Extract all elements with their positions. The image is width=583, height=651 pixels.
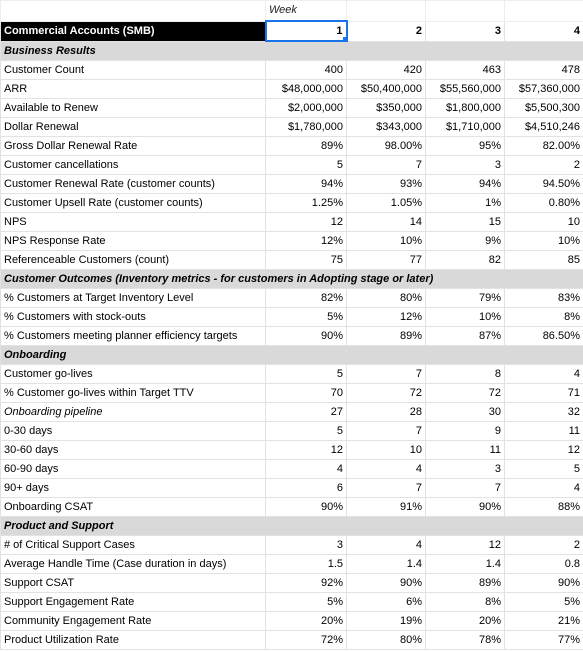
metric-row (1, 555, 583, 574)
metric-label-cell[interactable]: Product Utilization Rate (1, 631, 266, 650)
metric-value-cell-week-4[interactable]: 8% (505, 308, 583, 327)
metric-value-cell-week-3[interactable]: 90% (426, 498, 505, 517)
metric-value-cell-week-3[interactable]: 30 (426, 403, 505, 422)
metric-row (1, 308, 583, 327)
metric-label-cell[interactable]: # of Critical Support Cases (1, 536, 266, 555)
metric-label-cell[interactable]: % Customers with stock-outs (1, 308, 266, 327)
header-row (1, 21, 583, 41)
metric-value-cell-week-2[interactable]: 6% (347, 593, 426, 612)
metric-value-cell-week-2[interactable]: 7 (347, 479, 426, 498)
metric-row (1, 118, 583, 137)
metric-value-cell-week-1[interactable]: 27 (266, 403, 347, 422)
metric-value-cell-week-4[interactable]: 82.00% (505, 137, 583, 156)
cell-empty[interactable] (1, 1, 266, 22)
metric-value-cell-week-4[interactable]: 2 (505, 156, 583, 175)
metric-row (1, 232, 583, 251)
metric-label-cell[interactable]: Customer cancellations (1, 156, 266, 175)
metric-value-cell-week-1[interactable]: 12% (266, 232, 347, 251)
metric-value-cell-week-1[interactable]: 12 (266, 213, 347, 232)
metric-value-cell-week-3[interactable]: 10% (426, 308, 505, 327)
metric-label-cell[interactable]: Onboarding pipeline (1, 403, 266, 422)
metric-row (1, 593, 583, 612)
metric-value-cell-week-2[interactable]: 89% (347, 327, 426, 346)
metric-value-cell-week-1[interactable]: 1.5 (266, 555, 347, 574)
metric-value-cell-week-1[interactable]: 5 (266, 156, 347, 175)
metric-row (1, 365, 583, 384)
metric-value-cell-week-1[interactable]: 75 (266, 251, 347, 270)
metric-value-cell-week-4[interactable]: 83% (505, 289, 583, 308)
metric-value-cell-week-2[interactable]: 80% (347, 289, 426, 308)
metric-value-cell-week-4[interactable]: 77% (505, 631, 583, 650)
metric-row (1, 61, 583, 80)
metric-label-cell[interactable]: Support CSAT (1, 574, 266, 593)
metric-value-cell-week-2[interactable]: 93% (347, 175, 426, 194)
metric-value-cell-week-1[interactable]: 12 (266, 441, 347, 460)
metric-value-cell-week-3[interactable]: 8 (426, 365, 505, 384)
metric-value-cell-week-3[interactable]: 1.4 (426, 555, 505, 574)
metric-row (1, 289, 583, 308)
metric-value-cell-week-1[interactable]: 90% (266, 327, 347, 346)
metric-value-cell-week-4[interactable]: 85 (505, 251, 583, 270)
metric-value-cell-week-2[interactable]: 420 (347, 61, 426, 80)
metric-value-cell-week-3[interactable]: 82 (426, 251, 505, 270)
metric-value-cell-week-3[interactable]: 79% (426, 289, 505, 308)
metric-value-cell-week-2[interactable]: 19% (347, 612, 426, 631)
metric-value-cell-week-2[interactable]: $350,000 (347, 99, 426, 118)
metric-value-cell-week-4[interactable]: 2 (505, 536, 583, 555)
cell-empty[interactable] (505, 1, 583, 22)
metric-row (1, 612, 583, 631)
metric-value-cell-week-3[interactable]: 11 (426, 441, 505, 460)
metric-value-cell-week-1[interactable]: 90% (266, 498, 347, 517)
metric-label-cell[interactable]: Dollar Renewal (1, 118, 266, 137)
metric-value-cell-week-3[interactable]: 87% (426, 327, 505, 346)
metric-value-cell-week-4[interactable]: 0.8 (505, 555, 583, 574)
metric-label-cell[interactable]: Onboarding CSAT (1, 498, 266, 517)
metric-value-cell-week-4[interactable]: 86.50% (505, 327, 583, 346)
metric-value-cell-week-4[interactable]: 12 (505, 441, 583, 460)
metric-row (1, 175, 583, 194)
week-4-header-cell[interactable]: 4 (505, 21, 583, 41)
metric-value-cell-week-3[interactable]: $55,560,000 (426, 80, 505, 99)
metric-value-cell-week-2[interactable]: 14 (347, 213, 426, 232)
metric-label-cell[interactable]: 30-60 days (1, 441, 266, 460)
metric-value-cell-week-4[interactable]: $5,500,300 (505, 99, 583, 118)
metric-value-cell-week-4[interactable]: 10% (505, 232, 583, 251)
metric-label-cell[interactable]: % Customers meeting planner efficiency targets (1, 327, 266, 346)
metric-row (1, 479, 583, 498)
metric-value-cell-week-2[interactable]: 77 (347, 251, 426, 270)
metric-value-cell-week-2[interactable]: 1.05% (347, 194, 426, 213)
metric-value-cell-week-1[interactable]: 5% (266, 593, 347, 612)
metric-value-cell-week-1[interactable]: 92% (266, 574, 347, 593)
metric-value-cell-week-1[interactable]: $48,000,000 (266, 80, 347, 99)
metric-value-cell-week-4[interactable]: 5 (505, 460, 583, 479)
metric-value-cell-week-1[interactable]: 89% (266, 137, 347, 156)
section-header-row (1, 517, 583, 536)
metric-value-cell-week-4[interactable]: 10 (505, 213, 583, 232)
metric-label-cell[interactable]: Support Engagement Rate (1, 593, 266, 612)
section-header-cell[interactable]: Product and Support (1, 517, 583, 536)
metric-value-cell-week-3[interactable]: 72 (426, 384, 505, 403)
metric-value-cell-week-3[interactable]: 463 (426, 61, 505, 80)
metric-label-cell[interactable]: 0-30 days (1, 422, 266, 441)
metric-value-cell-week-2[interactable]: 7 (347, 156, 426, 175)
metric-value-cell-week-1[interactable]: 6 (266, 479, 347, 498)
metric-value-cell-week-1[interactable]: 5% (266, 308, 347, 327)
metric-value-cell-week-3[interactable]: 89% (426, 574, 505, 593)
cell-empty[interactable] (426, 1, 505, 22)
metric-value-cell-week-2[interactable]: 10 (347, 441, 426, 460)
metric-value-cell-week-4[interactable]: 71 (505, 384, 583, 403)
metric-value-cell-week-3[interactable]: 94% (426, 175, 505, 194)
metric-value-cell-week-3[interactable]: $1,800,000 (426, 99, 505, 118)
metric-value-cell-week-1[interactable]: 82% (266, 289, 347, 308)
metric-value-cell-week-1[interactable]: 1.25% (266, 194, 347, 213)
fill-handle[interactable] (342, 36, 347, 41)
metric-row (1, 80, 583, 99)
metric-row (1, 498, 583, 517)
header-title-cell[interactable]: Commercial Accounts (SMB) (1, 21, 266, 41)
metric-value-cell-week-3[interactable]: 95% (426, 137, 505, 156)
metric-value-cell-week-3[interactable]: 78% (426, 631, 505, 650)
metric-value-cell-week-4[interactable]: 88% (505, 498, 583, 517)
metric-value-cell-week-2[interactable]: $343,000 (347, 118, 426, 137)
metric-value-cell-week-1[interactable]: 5 (266, 365, 347, 384)
metric-value-cell-week-2[interactable]: 10% (347, 232, 426, 251)
metric-value-cell-week-3[interactable]: 15 (426, 213, 505, 232)
metric-value-cell-week-4[interactable]: 21% (505, 612, 583, 631)
metric-value-cell-week-2[interactable]: 7 (347, 365, 426, 384)
grid-body (1, 1, 583, 650)
metric-value-cell-week-2[interactable]: 28 (347, 403, 426, 422)
metric-value-cell-week-4[interactable]: 94.50% (505, 175, 583, 194)
metric-label-cell[interactable]: Average Handle Time (Case duration in days) (1, 555, 266, 574)
metric-label-cell[interactable]: Customer go-lives (1, 365, 266, 384)
section-header-cell[interactable]: Onboarding (1, 346, 583, 365)
metric-label-cell[interactable]: Customer Renewal Rate (customer counts) (1, 175, 266, 194)
metric-value-cell-week-3[interactable]: 1% (426, 194, 505, 213)
metric-label-cell[interactable]: % Customers at Target Inventory Level (1, 289, 266, 308)
metric-value-cell-week-4[interactable]: 4 (505, 479, 583, 498)
metric-label-cell[interactable]: Community Engagement Rate (1, 612, 266, 631)
metric-value-cell-week-1[interactable]: 94% (266, 175, 347, 194)
metric-label-cell[interactable]: NPS (1, 213, 266, 232)
metric-value-cell-week-1[interactable]: 72% (266, 631, 347, 650)
section-header-cell[interactable]: Business Results (1, 41, 583, 61)
metric-row (1, 631, 583, 650)
metric-value-cell-week-4[interactable]: 11 (505, 422, 583, 441)
metric-value-cell-week-3[interactable]: 3 (426, 460, 505, 479)
metric-value-cell-week-1[interactable]: 400 (266, 61, 347, 80)
metric-row (1, 213, 583, 232)
metric-value-cell-week-3[interactable]: 3 (426, 156, 505, 175)
metric-value-cell-week-4[interactable]: $4,510,246 (505, 118, 583, 137)
metric-value-cell-week-4[interactable]: $57,360,000 (505, 80, 583, 99)
metric-value-cell-week-2[interactable]: 91% (347, 498, 426, 517)
week-3-header-cell[interactable]: 3 (426, 21, 505, 41)
week-label-cell[interactable]: Week (266, 1, 347, 22)
metric-value-cell-week-1[interactable]: $1,780,000 (266, 118, 347, 137)
metric-label-cell[interactable]: Referenceable Customers (count) (1, 251, 266, 270)
metric-label-cell[interactable]: Available to Renew (1, 99, 266, 118)
metric-value-cell-week-3[interactable]: $1,710,000 (426, 118, 505, 137)
metric-row (1, 441, 583, 460)
week-1-header-cell-selected[interactable] (266, 21, 347, 41)
section-header-row (1, 41, 583, 61)
metric-value-cell-week-4[interactable]: 32 (505, 403, 583, 422)
week-2-header-cell[interactable]: 2 (347, 21, 426, 41)
metric-row (1, 251, 583, 270)
metric-value-cell-week-2[interactable]: 72 (347, 384, 426, 403)
section-header-cell[interactable]: Customer Outcomes (Inventory metrics - for customers in Adopting stage or later) (1, 270, 583, 289)
metric-row (1, 574, 583, 593)
metric-label-cell[interactable]: % Customer go-lives within Target TTV (1, 384, 266, 403)
metric-value-cell-week-2[interactable]: 98.00% (347, 137, 426, 156)
metric-value-cell-week-2[interactable]: 90% (347, 574, 426, 593)
metric-value-cell-week-1[interactable]: 5 (266, 422, 347, 441)
metric-label-cell[interactable]: NPS Response Rate (1, 232, 266, 251)
section-header-row (1, 270, 583, 289)
cell-empty[interactable] (347, 1, 426, 22)
metric-value-cell-week-2[interactable]: 12% (347, 308, 426, 327)
metric-row (1, 384, 583, 403)
metric-value-cell-week-3[interactable]: 9% (426, 232, 505, 251)
metric-row (1, 422, 583, 441)
metric-label-cell[interactable]: Gross Dollar Renewal Rate (1, 137, 266, 156)
metric-row (1, 194, 583, 213)
metric-row (1, 156, 583, 175)
metric-value-cell-week-3[interactable]: 8% (426, 593, 505, 612)
metric-value-cell-week-2[interactable]: 1.4 (347, 555, 426, 574)
metric-value-cell-week-4[interactable]: 478 (505, 61, 583, 80)
metric-value-cell-week-2[interactable]: 4 (347, 536, 426, 555)
metric-row (1, 460, 583, 479)
metric-label-cell[interactable]: 60-90 days (1, 460, 266, 479)
metric-value-cell-week-4[interactable]: 4 (505, 365, 583, 384)
metric-label-cell[interactable]: 90+ days (1, 479, 266, 498)
week-1-value: 1 (336, 24, 343, 37)
metric-label-cell[interactable]: Customer Upsell Rate (customer counts) (1, 194, 266, 213)
metric-value-cell-week-1[interactable]: 70 (266, 384, 347, 403)
metric-value-cell-week-2[interactable]: $50,400,000 (347, 80, 426, 99)
metric-value-cell-week-1[interactable]: 4 (266, 460, 347, 479)
metric-value-cell-week-1[interactable]: 20% (266, 612, 347, 631)
metric-label-cell[interactable]: Customer Count (1, 61, 266, 80)
metric-row (1, 403, 583, 422)
metric-value-cell-week-4[interactable]: 90% (505, 574, 583, 593)
section-header-row (1, 346, 583, 365)
metric-row (1, 536, 583, 555)
metric-value-cell-week-1[interactable]: 3 (266, 536, 347, 555)
metric-value-cell-week-3[interactable]: 12 (426, 536, 505, 555)
metric-value-cell-week-4[interactable]: 0.80% (505, 194, 583, 213)
metric-row (1, 327, 583, 346)
metric-value-cell-week-2[interactable]: 7 (347, 422, 426, 441)
metric-value-cell-week-3[interactable]: 7 (426, 479, 505, 498)
metric-value-cell-week-2[interactable]: 4 (347, 460, 426, 479)
metric-value-cell-week-3[interactable]: 9 (426, 422, 505, 441)
metric-value-cell-week-2[interactable]: 80% (347, 631, 426, 650)
metric-value-cell-week-4[interactable]: 5% (505, 593, 583, 612)
metric-value-cell-week-1[interactable]: $2,000,000 (266, 99, 347, 118)
week-label-row (1, 1, 583, 22)
metric-value-cell-week-3[interactable]: 20% (426, 612, 505, 631)
metric-row (1, 137, 583, 156)
metric-row (1, 99, 583, 118)
metric-label-cell[interactable]: ARR (1, 80, 266, 99)
